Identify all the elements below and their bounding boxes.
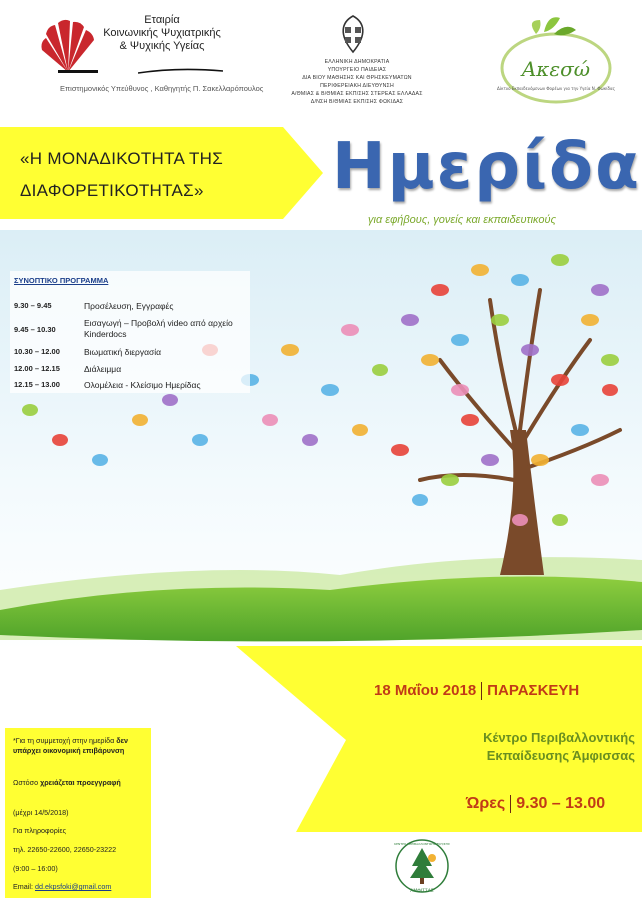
program-time: 9.45 – 10.30 — [14, 325, 56, 334]
event-hours: Ώρες 9.30 – 13.00 — [466, 795, 606, 813]
event-venue: Κέντρο Περιβαλλοντικής Εκπαίδευσης Άμφισσας — [483, 730, 635, 763]
program-desc: Βιωματική διεργασία — [84, 347, 162, 357]
society-name: Εταιρία Κοινωνικής Ψυχιατρικής & Ψυχικής Υγείας — [103, 14, 221, 52]
program-time: 9.30 – 9.45 — [14, 301, 52, 310]
program-heading: ΣΥΝΟΠΤΙΚΟ ΠΡΟΓΡΑΜΜΑ — [14, 276, 109, 285]
email-link[interactable]: dd.ekpsfoki@gmail.com — [34, 882, 112, 891]
society-underline — [138, 68, 223, 74]
program-time: 12.15 – 13.00 — [14, 380, 60, 389]
society-logo-icon — [38, 16, 100, 78]
info-contact-label: Για πληροφορίες — [13, 826, 67, 835]
akeso-logo-text: Ακεσώ — [521, 57, 591, 81]
kpe-logo-sub: ΑΜΦΙΣΣΑΣ — [410, 889, 434, 894]
info-registration: Ωστόσο χρειάζεται προεγγραφή — [13, 778, 121, 787]
info-email: Email: dd.ekpsfoki@gmail.com — [13, 882, 112, 891]
akeso-logo-icon — [496, 12, 618, 108]
greek-coat-of-arms-icon — [334, 14, 372, 54]
event-title: «Η ΜΟΝΑΔΙΚΟΤΗΤΑ ΤΗΣ ΔΙΑΦΟΡΕΤΙΚΟΤΗΤΑΣ» — [20, 149, 224, 200]
program-time: 10.30 – 12.00 — [14, 347, 60, 356]
society-subtitle: Επιστημονικός Υπεύθυνος , Καθηγητής Π. Σακελλαρόπουλος — [60, 84, 264, 93]
info-phone: τηλ. 22650-22600, 22650-23222 — [13, 845, 117, 854]
event-weekday: ΠΑΡΑΣΚΕΥΗ — [487, 682, 580, 699]
kpe-logo-icon — [392, 836, 452, 900]
program-desc: Εισαγωγή – Προβολή video από αρχείο Kinderdocs — [84, 318, 233, 339]
kpe-logo-text: ΚΕΝΤΡΟ ΠΕΡΙΒΑΛΛΟΝΤΙΚΗΣ ΕΚΠ/ΣΗΣ — [394, 842, 450, 846]
info-hours: (9:00 – 16:00) — [13, 864, 58, 873]
headline-subtitle: για εφήβους, γονείς και εκπαιδευτικούς — [368, 214, 556, 226]
program-desc: Διάλειμμα — [84, 364, 122, 374]
info-deadline: (μέχρι 14/5/2018) — [13, 808, 69, 817]
program-desc: Ολομέλεια - Κλείσιμο Ημερίδας — [84, 380, 201, 390]
event-date: 18 Μαΐου 2018 ΠΑΡΑΣΚΕΥΗ — [374, 682, 580, 699]
program-desc: Προσέλευση, Εγγραφές — [84, 301, 174, 311]
akeso-logo-sub: Δίκτυο Εκπαιδευόμενων Φορέων για την Υγεία Ν. Φωκίδας — [497, 86, 615, 91]
headline: Ημερίδα — [332, 130, 641, 204]
info-cost: *Για τη συμμετοχή στην ημερίδα δεν υπάρχει οικονομική επιβάρυνση — [13, 736, 129, 755]
ministry-header: ΕΛΛΗΝΙΚΗ ΔΗΜΟΚΡΑΤΙΑ ΥΠΟΥΡΓΕΙΟ ΠΑΙΔΕΙΑΣ ΔΙΑ ΒΙΟΥ ΜΑΘΗΣΗΣ ΚΑΙ ΘΡΗΣΚΕΥΜΑΤΩΝ ΠΕΡΙΦΕΡΕΙΑΚΗ ΔΙΕΥΘΥΝΣΗ Α/ΘΜΙΑΣ & Β/ΘΜΙΑΣ ΕΚΠ/ΣΗΣ ΣΤΕΡΕΑΣ ΕΛΛΑΔΑΣ Δ/ΝΣΗ Β/ΘΜΙΑΣ ΕΚΠ/ΣΗΣ ΦΩΚΙΔΑΣ — [291, 59, 423, 105]
program-time: 12.00 – 12.15 — [14, 364, 60, 373]
